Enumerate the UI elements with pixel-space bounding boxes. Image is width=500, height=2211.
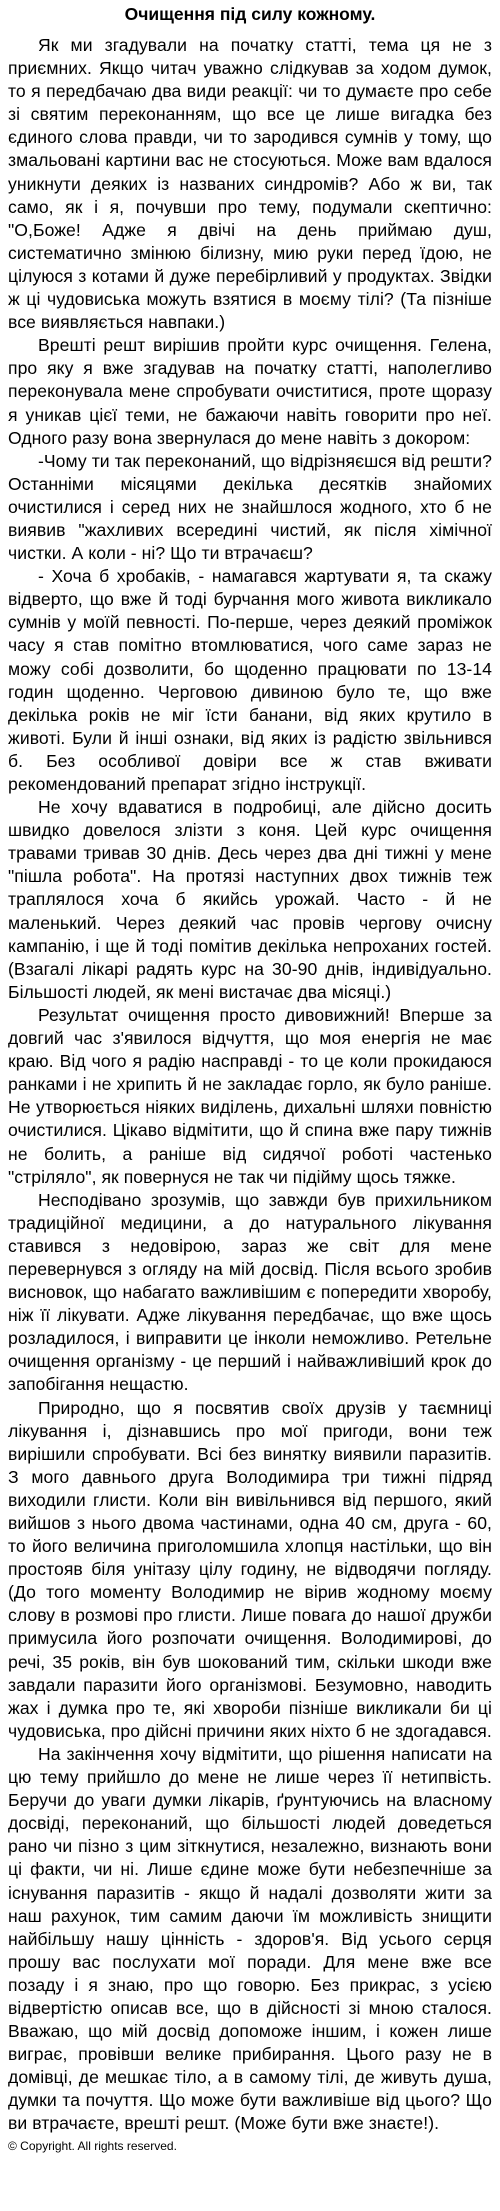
paragraph: Врешті решт вирішив пройти курс очищення. Гелена, про яку я вже згадував на початку статті, наполегливо переконувала мене спробувати очиститися, проте щоразу я уникав цієї теми, не бажаючи навіть говорити про неї. Одного разу вона звернулася до мене навіть з докором: [8, 335, 492, 448]
paragraph: Не хочу вдаватися в подробиці, але дійсно досить швидко довелося злізти з коня. Цей курс очищення травами тривав 30 днів. Десь через два дні тижні у мене "пішла робота". На протязі наступних двох тижнів теж траплялося хоча б якийсь урожай. Часто - й не маленький. Через деякий час провів чергову очисну кампанію, і ще й тоді помітив декілька непроханих гостей. (Взагалі лікарі радять курс на 30-90 днів, індивідуально. Більшості людей, як мені вистачає два місяці.) [8, 797, 492, 1002]
paragraph: - Хоча б хробаків, - намагався жартувати я, та скажу відверто, що вже й тоді бурчання мого живота викликало сумнів у моїй певності. По-перше, через деякий проміжок часу я став помітно втомлюватися, чого саме зараз не можу собі дозволити, бо щоденно працювати по 13-14 годин щоденно. Черговою дивиною було те, що вже декілька років не міг їсти банани, від яких крутило в животі. Були й інші ознаки, від яких із радістю звільнився б. Без особливої довіри все ж став вживати рекомендований препарат згідно інструкції. [8, 566, 492, 794]
copyright-notice: © Copyright. All rights reserved. [8, 2138, 177, 2153]
paragraph: Як ми згадували на початку статті, тема ця не з приємних. Якщо читач уважно слідкував за ходом думок, то я передбачаю два види реакції: чи то думаєте про себе зі святим переконанням, що все це лише вигадка без єдиного слова правди, чи то зародився сумнів у тому, що змальовані картини вас не стосуються. Може вам вдалося уникнути деяких із названих синдромів? Або ж ви, так само, як і я, почувши про тему, подумали скептично: "О,Боже! Адже я двічі на день приймаю душ, систематично змінюю білизну, мию руки перед їдою, не цілуюся з котами й дуже перебірливий у продуктах. Звідки ж ці чудовиська можуть взятися в моєму тілі? (Та пізніше все виявляється навпаки.) [8, 35, 492, 333]
article-title: Очищення під силу кожному. [124, 4, 376, 24]
paragraph: -Чому ти так переконаний, що відрізняєшся від решти? Останніми місяцями декілька десятків знайомих очистилися і серед них не знайшлося жодного, хто б не виявив "жахливих всередині чистий, як після хімічної чистки. А коли - ні? Що ти втрачаєш? [8, 450, 492, 564]
paragraph: На закінчення хочу відмітити, що рішення написати на цю тему прийшло до мене не лише через її нетипвість. Беручи до уваги думки лікарів, ґрунтуючись на власному досвіді, переконаний, що більшості людей доведеться рано чи пізно з цим зіткнутися, незалежно, визнають вони ці факти, чи ні. Лише єдине може бути небезпечніше за існування паразитів - якщо й надалі дозволяти жити за наш рахунок, тим самим даючи їм можливість знищити найбільшу нашу цінність - здоров'я. Від усього серця прошу вас послухати мої поради. Для мене вже все позаду і я знаю, про що говорю. Без прикрас, з усією відвертістю описав все, що в дійсності зі мною сталося. Вважаю, що мій досвід допоможе іншим, і кожен лише виграє, провівши велике прибирання. Цього разу не в домівці, де мешкає тіло, а в самому тілі, де живуть душа, думки та почуття. Що може бути важливіше від цього? Що ви втрачаєте, врешті решт. (Може бути вже знаєте!). [8, 1743, 492, 2134]
paragraph: Несподівано зрозумів, що завжди був прихильником традиційної медицини, а до натурального лікування ставився з недовірою, зараз же світ для мене перевернувся з огляду на мій досвід. Після всього зробив висновок, що набагато важливішим є попередити хворобу, ніж її лікувати. Адже лікування передбачає, що вже щось розладилося, і виправити це інколи неможливо. Ретельне очищення організму - це перший і найважливіший крок до запобігання нещастю. [8, 1189, 492, 1395]
paragraph: Результат очищення просто дивовижний! Вперше за довгий час з'явилося відчуття, що моя енергія не має краю. Від чого я радію насправді - то це коли прокидаюся ранками і не хрипить й не закладає горло, як було раніше. Не утворюється ніяких виділень, дихальні шляхи повністю очистилися. Цікаво відмітити, що й спина вже пару тижнів не болить, а раніше від сидячої роботі частенько "стріляло", як повернуся не так чи підійму щось тяжке. [8, 1004, 492, 1187]
paragraph: Природно, що я посвятив своїх друзів у таємниці лікування і, дізнавшись про мої пригоди, вони теж вирішили спробувати. Всі без винятку виявили паразитів. З мого давнього друга Володимира три тижні підряд виходили глисти. Коли він вивільнився від першого, який вийшов з нього двома частинами, одна 40 см, друга - 60, то його величина приголомшила хлопця настільки, що він простояв біля унітазу цілу годину, не відводячи погляду. (До того моменту Володимир не вірив жодному моєму слову в розмові про глисти. Лише повага до нашої дружби примусила його розпочати очищення. Володимирові, до речі, 35 років, він був шокований тим, скільки шкоди вже завдали паразити його організмові. Безумовно, наводить жах і думка про те, які хвороби пізніше викликали би ці чудовиська, про дійсні причини яких ніхто б не здогадався. [8, 1397, 492, 1741]
article-body [8, 34, 492, 2136]
